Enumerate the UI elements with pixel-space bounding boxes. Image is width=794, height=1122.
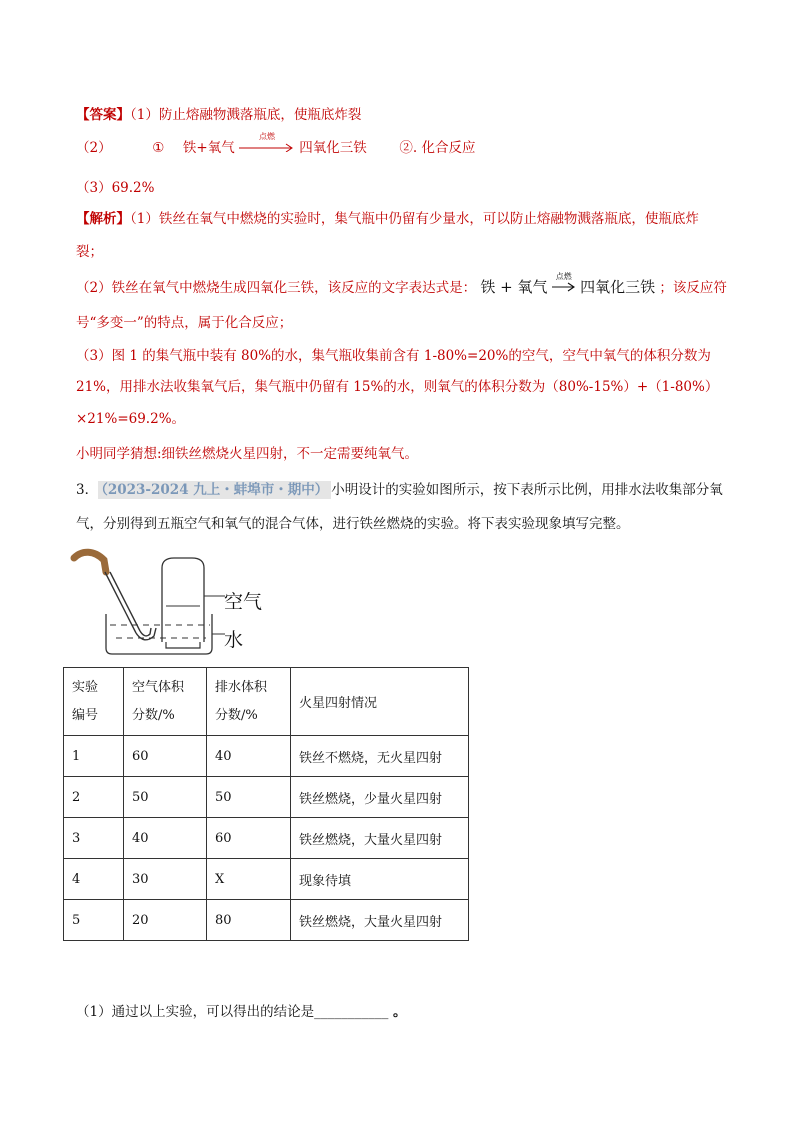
analysis-p2-before: （2）铁丝在氧气中燃烧生成四氧化三铁，该反应的文字表达式是： (76, 280, 477, 296)
table-cell: 铁丝燃烧，大量火星四射 (291, 818, 469, 859)
table-cell: 1 (64, 736, 124, 777)
header-text: 编号 (72, 707, 99, 723)
table-cell: 40 (207, 736, 291, 777)
analysis-p1-line2: 裂； (76, 244, 103, 260)
header-cell (124, 668, 207, 736)
table-cell: 30 (124, 859, 207, 900)
analysis-p3-line2: 21%，用排水法收集氧气后，集气瓶中仍留有 15%的水，则氧气的体积分数为（80%-15%）+（1-80%） (76, 379, 719, 395)
header-cell (291, 668, 469, 736)
analysis-p2-after: ；该反应符 (659, 280, 727, 296)
sub-question-1 (76, 1000, 407, 1020)
answer-tag: 【答案】 (76, 107, 130, 123)
right-arrow-icon (239, 142, 295, 152)
table-row (64, 736, 469, 777)
bottle-stand (166, 642, 200, 648)
answer-part1: （1）防止熔融物溅落瓶底，使瓶底炸裂 (130, 107, 362, 123)
sub-question-1-end: 。 (388, 1004, 407, 1020)
analysis-p1-line1 (76, 207, 699, 227)
header-text: 实验 (72, 679, 99, 695)
glass-tube (105, 572, 136, 633)
table-cell: 现象待填 (291, 859, 469, 900)
analysis-p3-line1: （3）图 1 的集气瓶中装有 80%的水，集气瓶收集前含有 1-80%=20%的空气，空气中氧气的体积分数为 (76, 348, 711, 364)
label-air: 空气 (224, 591, 263, 613)
question-text-line2: 气，分别得到五瓶空气和氧气的混合气体，进行铁丝燃烧的实验。将下表实验现象填写完整。 (76, 516, 630, 532)
header-text: 排水体积 (215, 679, 268, 695)
table-cell: 60 (207, 818, 291, 859)
question-text-line1: 小明设计的实验如图所示，按下表所示比例，用排水法收集部分氧 (331, 482, 723, 498)
equation-right: 四氧化三铁 (580, 278, 656, 296)
answer-part2-line (76, 132, 476, 156)
header-text: 分数/% (132, 707, 175, 723)
equation-arrow (552, 272, 576, 296)
answer-blank[interactable]: ___________ (314, 1004, 389, 1020)
table-cell: 60 (124, 736, 207, 777)
answer-part2-number: （2） (76, 140, 112, 156)
analysis-conclusion: 小明同学猜想:细铁丝燃烧火星四射，不一定需要纯氧气。 (76, 446, 419, 462)
question-line1 (76, 478, 723, 498)
reaction-left: 铁+氧气 (182, 140, 235, 156)
analysis-p3-line3: ×21%=69.2%。 (76, 411, 186, 427)
circled-one: ① (152, 140, 165, 156)
table-cell: 4 (64, 859, 124, 900)
table-cell: 20 (124, 900, 207, 941)
reaction-condition: 点燃 (259, 132, 275, 141)
table-row (64, 859, 469, 900)
analysis-tag: 【解析】 (76, 211, 130, 227)
equation-left: 铁 + 氧气 (480, 278, 548, 296)
table-cell: 2 (64, 777, 124, 818)
table-cell: 50 (207, 777, 291, 818)
circled-two: ② (399, 140, 413, 156)
gas-bottle (162, 558, 204, 642)
analysis-p2-line1 (76, 272, 727, 297)
table-cell: X (207, 859, 291, 900)
table-row (64, 777, 469, 818)
table-cell: 5 (64, 900, 124, 941)
table-row (64, 818, 469, 859)
sub-question-1-text: （1）通过以上实验，可以得出的结论是 (76, 1004, 315, 1020)
table-header-row (64, 668, 469, 736)
answer-part3: （3）69.2% (76, 180, 155, 196)
answer-part1-line (76, 103, 361, 123)
reaction-arrow (239, 132, 295, 156)
reaction-right: 四氧化三铁 (299, 140, 367, 156)
table-cell: 铁丝燃烧，大量火星四射 (291, 900, 469, 941)
table-cell: 3 (64, 818, 124, 859)
header-text: 空气体积 (132, 679, 185, 695)
table-cell: 50 (124, 777, 207, 818)
equation-condition: 点燃 (555, 272, 572, 281)
label-water: 水 (224, 629, 244, 651)
header-cell (207, 668, 291, 736)
table-cell: 铁丝燃烧，少量火星四射 (291, 777, 469, 818)
question-source: （2023-2024 九上・蚌埠市・期中） (98, 481, 331, 499)
analysis-p1-text: （1）铁丝在氧气中燃烧的实验时，集气瓶中仍留有少量水，可以防止熔融物溅落瓶底，使瓶底炸 (130, 211, 699, 227)
experiment-table (63, 667, 469, 941)
table-cell: 铁丝不燃烧，无火星四射 (291, 736, 469, 777)
rubber-tube (74, 552, 106, 572)
table-cell: 40 (124, 818, 207, 859)
table-row (64, 900, 469, 941)
analysis-p2-line2: 号“多变一”的特点，属于化合反应； (76, 315, 293, 331)
table-cell: 80 (207, 900, 291, 941)
header-text: 分数/% (215, 707, 258, 723)
question-number: 3． (76, 482, 99, 498)
header-cell (64, 668, 124, 736)
right-arrow-icon (552, 282, 576, 292)
reaction-type: . 化合反应 (412, 140, 476, 156)
header-text: 火星四射情况 (299, 696, 378, 711)
